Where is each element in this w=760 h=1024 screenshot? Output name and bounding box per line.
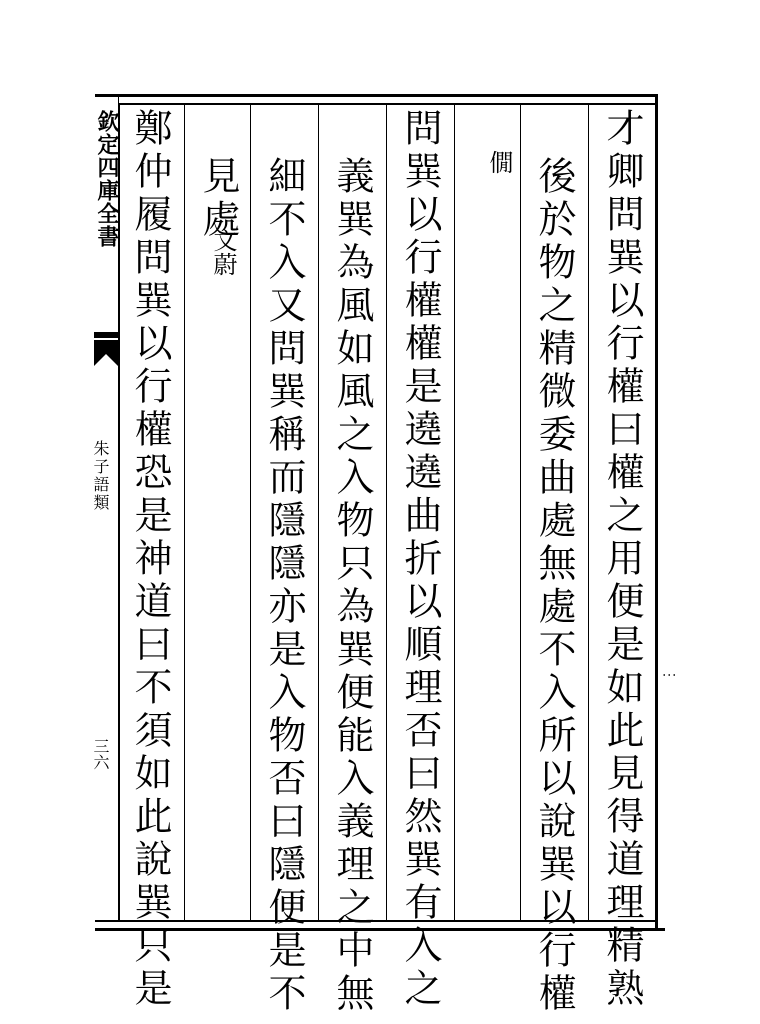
text-column-7: 見處 [196,156,240,242]
frame-outer-bottom-border [95,928,665,931]
text-column-5: 義巽為風如風之入物只為巽便能入義理之中無 [330,156,374,1016]
text-column-4: 問巽以行權權是遶遶曲折以順理否曰然巽有入之 [398,108,442,1011]
edge-marks: ⋮ [661,668,677,682]
fish-tail-ornament [92,330,120,370]
column-rule [520,103,521,920]
column-rule [588,103,589,920]
column-rule [250,103,251,920]
text-column-8: 鄭仲履問巽以行權恐是神道曰不須如此說巽只是 [128,108,172,1011]
column-rule [318,103,319,920]
column-7-note: 文蔚 [209,228,237,276]
frame-inner-top-border [120,103,655,105]
column-rule [454,103,455,920]
margin-section-title: 朱子語類 [91,440,110,512]
column-rule [184,103,185,920]
text-column-1: 才卿問巽以行權曰權之用便是如此見得道理精熟 [600,108,644,1011]
column-rule [386,103,387,920]
text-column-2: 後於物之精微委曲處無處不入所以說巽以行權 [532,156,576,1016]
frame-right-border [655,94,658,928]
margin-book-title: 欽定四庫全書 [94,110,120,248]
margin-page-number: 三六 [91,738,110,770]
column-3-note: 僩 [485,150,513,174]
text-column-6: 細不入又問巽稱而隱隱亦是入物否曰隱便是不 [262,156,306,1016]
frame-top-border [95,94,655,97]
